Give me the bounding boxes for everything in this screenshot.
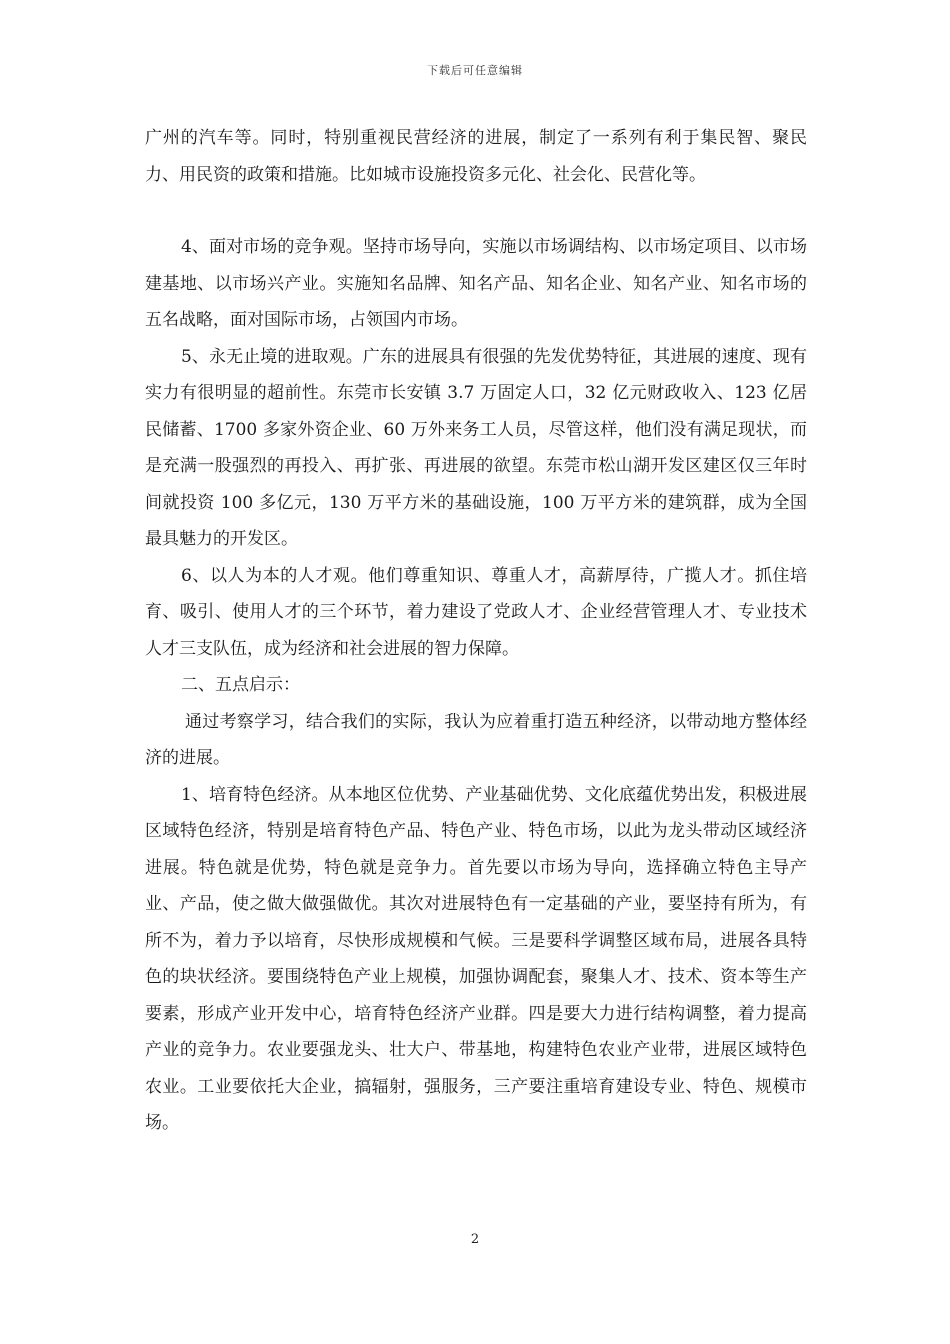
paragraph-progress-view: 5、永无止境的进取观。广东的进展具有很强的先发优势特征，其进展的速度、现有实力有很明显的超前性。东莞市长安镇 3.7 万固定人口，32 亿元财政收入、123 亿居民储蓄、1700 多家外资企业、60 万外来务工人员，尽管这样，他们没有满足现状，而是充满一股强烈的再投入、再扩张、再进展的欲望。东莞市松山湖开发区建区仅三年时间就投资 100 多亿元，130 万平方米的基础设施，100 万平方米的建筑群，成为全国最具魅力的开发区。: [145, 346, 807, 549]
page-header: 下载后可任意编辑: [427, 64, 523, 77]
paragraph-special-economy: 1、培育特色经济。从本地区位优势、产业基础优势、文化底蕴优势出发，积极进展区域特色经济，特别是培育特色产品、特色产业、特色市场，以此为龙头带动区域经济进展。特色就是优势，特色就是竞争力。首先要以市场为导向，选择确立特色主导产业、产品，使之做大做强做优。其次对进展特色有一定基础的产业，要坚持有所为，有所不为，着力予以培育，尽快形成规模和气候。三是要科学调整区域布局，进展各具特色的块状经济。要围绕特色产业上规模，加强协调配套，聚集人才、技术、资本等生产要素，形成产业开发中心，培育特色经济产业群。四是要大力进行结构调整，着力提高产业的竞争力。农业要强龙头、壮大户、带基地，构建特色农业产业带，进展区域特色农业。工业要依托大企业，搞辐射，强服务，三产要注重培育建设专业、特色、规模市场。: [145, 784, 807, 1133]
paragraph-talent-view: 6、以人为本的人才观。他们尊重知识、尊重人才，高薪厚待，广揽人才。抓住培育、吸引、使用人才的三个环节，着力建设了党政人才、企业经营管理人才、专业技术人才三支队伍，成为经济和社会进展的智力保障。: [145, 565, 807, 659]
section-heading-five-insights: 二、五点启示：: [181, 675, 300, 695]
paragraph-market-view: 4、面对市场的竞争观。坚持市场导向，实施以市场调结构、以市场定项目、以市场建基地、以市场兴产业。实施知名品牌、知名产品、知名企业、知名产业、知名市场的五名战略，面对国际市场，占领国内市场。: [145, 237, 807, 330]
paragraph-continuation: 广州的汽车等。同时，特别重视民营经济的进展，制定了一系列有利于集民智、聚民力、用民资的政策和措施。比如城市设施投资多元化、社会化、民营化等。: [145, 128, 807, 185]
page-number: 2: [470, 1232, 480, 1247]
paragraph-intro: 通过考察学习，结合我们的实际，我认为应着重打造五种经济，以带动地方整体经济的进展。: [145, 711, 807, 768]
document-body: [145, 120, 807, 1142]
